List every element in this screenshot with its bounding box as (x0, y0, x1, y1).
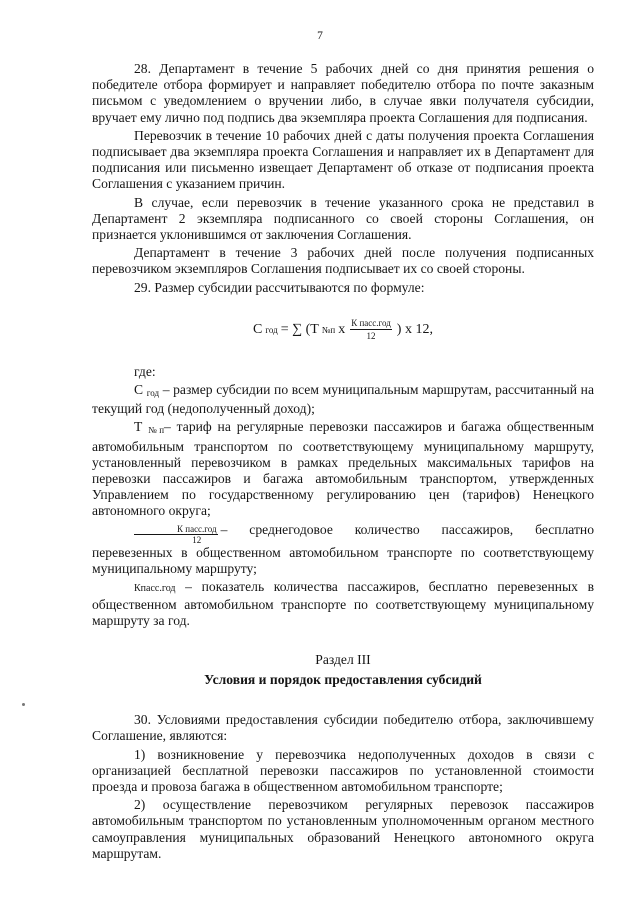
subsidy-formula (92, 318, 594, 342)
where-label: где: (134, 363, 156, 379)
formula-lhs: С (253, 321, 263, 337)
formula-fraction-numerator: К пасс.год (351, 317, 391, 328)
formula-lhs-sub: год (265, 324, 278, 335)
definition-c-symbol: С (134, 382, 144, 398)
formula-fraction (350, 318, 392, 342)
margin-dot (22, 703, 25, 706)
definition-c-sub: год (146, 388, 160, 399)
definition-c (92, 382, 594, 417)
condition-2: 2) осуществление перевозчиком регулярных перевозок пассажиров автомобильным транспортом по установленным уполномоченным органом местного самоуправления муниципальных образований Ненецкого автономного округа маршрутам. (92, 797, 594, 861)
formula-tail: ) x 12, (396, 321, 433, 337)
document-body (92, 61, 594, 864)
definition-t-text: – тариф на регулярные перевозки пассажиров и багажа общественным автомобильным транспортом по соответствующему муниципальному маршруту, установленный перевозчиком в рамках предельных максимальных тарифов на перевозки пассажиров и багажа автомобильным транспортом, утвержденных Управлением по государственному регулированию цен (тарифов) Ненецкого автономного округа; (92, 419, 595, 519)
paragraph-evasion: В случае, если перевозчик в течение указанного срока не представил в Департамент 2 экземпляра подписанного со своей стороны Соглашения, он признается уклонившимся от заключения Соглашения. (92, 194, 594, 243)
section-title: Условия и порядок предоставления субсидий (204, 671, 482, 687)
definition-k-fraction-symbol (134, 524, 218, 545)
definition-t (92, 419, 594, 519)
condition-1: 1) возникновение у перевозчика недополученных доходов в связи с организацией бесплатной перевозки пассажиров по установленной стоимости проезда и провоза багажа в общественном автомобильном транспорте; (92, 746, 594, 794)
definition-t-sub: №п (148, 425, 165, 436)
definition-k-label: Кпасс.год (134, 583, 176, 595)
formula-fraction-denominator: 12 (366, 330, 376, 341)
page-number: 7 (317, 30, 323, 42)
definition-k (92, 579, 594, 630)
section-label: Раздел III (315, 651, 371, 667)
definition-k-fraction-denominator: 12 (192, 534, 202, 545)
paragraph-department-signs: Департамент в течение 3 рабочих дней после получения подписанных перевозчиком экземпляров Соглашения подписывает их со своей стороны. (92, 245, 594, 277)
paragraph-28: 28. Департамент в течение 5 рабочих дней со дня принятия решения о победителе отбора формирует и направляет победителю отбора по почте заказным письмом с уведомлением о вручении либо, в случае явки получателя субсидии, вручает ему лично под подпись два экземпляра проекта Соглашения для подписания. (92, 61, 594, 125)
definition-t-symbol: Т (134, 419, 143, 435)
formula-t-sub: №п (321, 324, 336, 335)
paragraph-29: 29. Размер субсидии рассчитываются по формуле: (134, 279, 425, 295)
definition-k-fraction-text: – среднегодовое количество пассажиров, бесплатно перевезенных в общественном автомобильном транспорте по соответствующему муниципальному маршруту; (92, 521, 594, 576)
formula-eq: = ∑ (Т (280, 321, 319, 337)
paragraph-30: 30. Условиями предоставления субсидии победителю отбора, заключившему Соглашение, являются: (92, 712, 594, 744)
definition-c-text: – размер субсидии по всем муниципальным маршрутам, рассчитанный на текущий год (недополученный доход); (92, 382, 594, 417)
definition-k-fraction-numerator: К пасс.год (134, 524, 218, 535)
definition-k-text: – показатель количества пассажиров, бесплатно перевезенных в общественном автомобильном транспорте по соответствующему муниципальному маршруту за год. (92, 579, 594, 629)
paragraph-carrier-signing: Перевозчик в течение 10 рабочих дней с даты получения проекта Соглашения подписывает два экземпляра проекта Соглашения и направляет их в Департамент для подписания или письменно извещает Департамент об отказе от подписания проекта Соглашения с указанием причин. (92, 127, 594, 192)
definition-k-fraction (92, 522, 594, 577)
formula-times: x (338, 321, 346, 337)
